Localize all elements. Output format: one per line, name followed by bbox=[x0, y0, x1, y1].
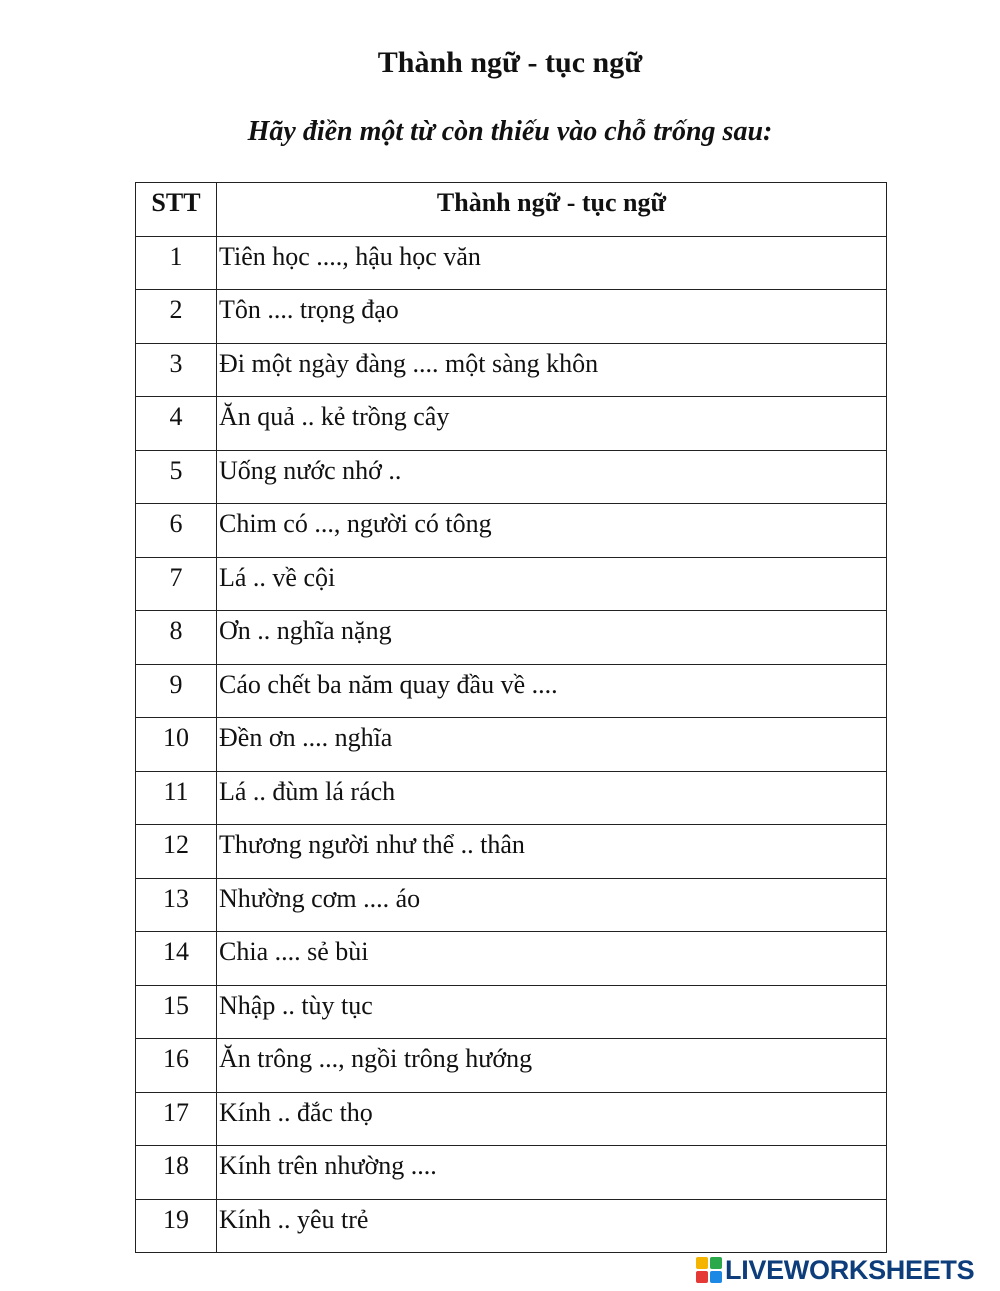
page-title: Thành ngữ - tục ngữ bbox=[377, 46, 643, 79]
row-number: 12 bbox=[136, 825, 217, 879]
table-row bbox=[136, 611, 887, 665]
header-proverb: Thành ngữ - tục ngữ bbox=[217, 183, 887, 237]
instruction-text: Hãy điền một từ còn thiếu vào chỗ trống sau: bbox=[247, 116, 773, 147]
table-row bbox=[136, 557, 887, 611]
proverb-text: Đi một ngày đàng .... một sàng khôn bbox=[217, 343, 887, 397]
table-row bbox=[136, 878, 887, 932]
table-row bbox=[136, 450, 887, 504]
logo-square-yellow bbox=[696, 1257, 708, 1269]
row-number: 14 bbox=[136, 932, 217, 986]
row-number: 9 bbox=[136, 664, 217, 718]
header-stt: STT bbox=[136, 183, 217, 237]
table-row bbox=[136, 664, 887, 718]
proverb-text: Ăn trông ..., ngồi trông hướng bbox=[217, 1039, 887, 1093]
row-number: 2 bbox=[136, 290, 217, 344]
table-row bbox=[136, 1092, 887, 1146]
table-row bbox=[136, 504, 887, 558]
table-row bbox=[136, 343, 887, 397]
row-number: 8 bbox=[136, 611, 217, 665]
row-number: 3 bbox=[136, 343, 217, 397]
row-number: 15 bbox=[136, 985, 217, 1039]
row-number: 16 bbox=[136, 1039, 217, 1093]
table-row bbox=[136, 1199, 887, 1253]
liveworksheets-brand bbox=[696, 1255, 974, 1285]
proverb-text: Tiên học ...., hậu học văn bbox=[217, 236, 887, 290]
row-number: 11 bbox=[136, 771, 217, 825]
table-body bbox=[136, 236, 887, 1253]
table-row bbox=[136, 290, 887, 344]
row-number: 7 bbox=[136, 557, 217, 611]
row-number: 4 bbox=[136, 397, 217, 451]
logo-square-red bbox=[696, 1271, 708, 1283]
row-number: 6 bbox=[136, 504, 217, 558]
row-number: 17 bbox=[136, 1092, 217, 1146]
table-header-row bbox=[136, 183, 887, 237]
row-number: 13 bbox=[136, 878, 217, 932]
proverb-text: Nhường cơm .... áo bbox=[217, 878, 887, 932]
proverb-text: Kính .. yêu trẻ bbox=[217, 1199, 887, 1253]
proverb-text: Kính .. đắc thọ bbox=[217, 1092, 887, 1146]
liveworksheets-logo-text: LIVEWORKSHEETS bbox=[725, 1254, 975, 1285]
proverb-text: Nhập .. tùy tục bbox=[217, 985, 887, 1039]
proverb-text: Tôn .... trọng đạo bbox=[217, 290, 887, 344]
table-row bbox=[136, 397, 887, 451]
proverb-table bbox=[135, 182, 887, 1253]
table-row bbox=[136, 932, 887, 986]
table-row bbox=[136, 1146, 887, 1200]
table-row bbox=[136, 771, 887, 825]
proverb-text: Kính trên nhường .... bbox=[217, 1146, 887, 1200]
proverb-text: Lá .. về cội bbox=[217, 557, 887, 611]
proverb-text: Chim có ..., người có tông bbox=[217, 504, 887, 558]
liveworksheets-logo-icon bbox=[696, 1257, 722, 1283]
table-row bbox=[136, 718, 887, 772]
row-number: 5 bbox=[136, 450, 217, 504]
table-row bbox=[136, 985, 887, 1039]
proverb-text: Uống nước nhớ .. bbox=[217, 450, 887, 504]
proverb-text: Chia .... sẻ bùi bbox=[217, 932, 887, 986]
proverb-text: Ăn quả .. kẻ trồng cây bbox=[217, 397, 887, 451]
table-row bbox=[136, 236, 887, 290]
proverb-text: Lá .. đùm lá rách bbox=[217, 771, 887, 825]
proverb-text: Cáo chết ba năm quay đầu về .... bbox=[217, 664, 887, 718]
row-number: 1 bbox=[136, 236, 217, 290]
row-number: 18 bbox=[136, 1146, 217, 1200]
logo-square-green bbox=[710, 1257, 722, 1269]
logo-square-blue bbox=[710, 1271, 722, 1283]
proverb-text: Đền ơn .... nghĩa bbox=[217, 718, 887, 772]
table-row bbox=[136, 825, 887, 879]
proverb-text: Thương người như thể .. thân bbox=[217, 825, 887, 879]
row-number: 19 bbox=[136, 1199, 217, 1253]
row-number: 10 bbox=[136, 718, 217, 772]
table-row bbox=[136, 1039, 887, 1093]
proverb-text: Ơn .. nghĩa nặng bbox=[217, 611, 887, 665]
